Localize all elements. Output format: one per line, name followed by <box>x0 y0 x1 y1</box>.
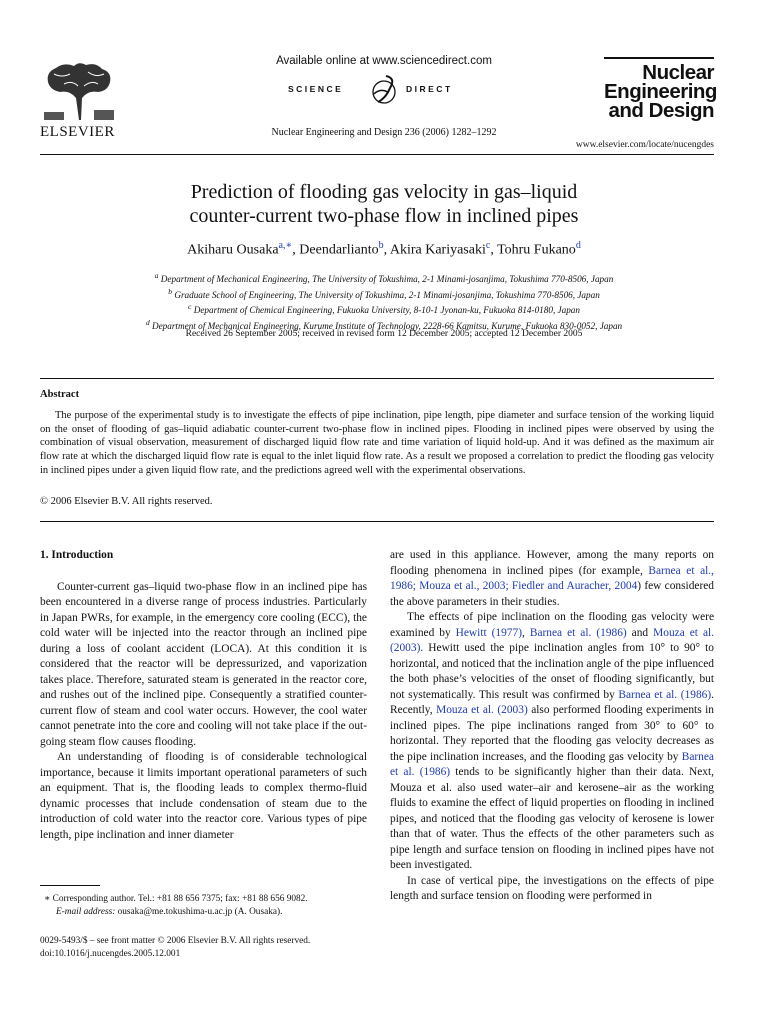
sciencedirect-right: DIRECT <box>406 84 453 94</box>
abstract-heading: Abstract <box>40 389 80 400</box>
abstract-bottom-rule <box>40 521 714 522</box>
author-affiliation-mark[interactable]: c <box>485 240 491 251</box>
journal-url[interactable]: www.elsevier.com/locate/nucengdes <box>575 140 714 150</box>
text-run: , <box>522 626 530 639</box>
footnote-rule <box>40 885 100 886</box>
available-online: Available online at www.sciencedirect.com <box>276 55 492 67</box>
paragraph <box>390 610 714 874</box>
affiliation <box>60 301 708 317</box>
abstract-text: The purpose of the experimental study is to investigate the effects of pipe inclination, pipe length, pipe diameter and surface tension of the working liquid on the onset of flooding of gas–liquid adiabatic counter-current two-phase flow in inclined pipes. Flooding in inclined pipes were observed by using the combination of visual observation, measurement of discharged liquid flow rate and time variation of liquid hold-up. And it was defined as the maximum air flow rate at which the discharged liquid flow rate is equal to the inlet liquid flow rate. As a result we proposed a correlation to predict the flooding gas velocity in inclined pipes under a given liquid flow rate, and the predictions agreed well with the experimental observations. <box>40 410 714 476</box>
text-run: are used in this appliance. However, among the many reports on flooding phenomena in inclined pipes (for example, <box>390 549 714 577</box>
section-heading: 1. Introduction <box>40 549 114 561</box>
citation-link[interactable]: Barnea et al., 1986; Mouza et al., 2003; Fiedler and Auracher, 2004 <box>390 564 714 592</box>
author-affiliation-mark[interactable]: b <box>378 240 384 251</box>
affiliation <box>60 286 708 302</box>
email-label: E-mail address: <box>56 906 116 917</box>
citation-link[interactable]: Mouza et al. (2003) <box>436 704 528 716</box>
front-matter-line: 0029-5493/$ – see front matter © 2006 Elsevier B.V. All rights reserved. <box>40 936 311 946</box>
text-run: . Recently, <box>390 688 714 716</box>
left-column <box>40 548 367 843</box>
author-affiliation-mark[interactable]: d <box>575 240 581 251</box>
citation-link[interactable]: Barnea et al. (1986) <box>390 750 714 778</box>
author-name: Akira Kariyasaki <box>389 242 486 258</box>
text-run: also performed flooding experiments in inclined pipes. The pipe inclinations ranged from 30° to 60° to horizontal. They reported that the flooding gas velocity decreases as the pipe inclination increases, and the flooding gas velocity by <box>390 704 714 763</box>
elsevier-tree-logo <box>40 60 118 122</box>
abstract-top-rule <box>40 378 714 379</box>
doi[interactable]: doi:10.1016/j.nucengdes.2005.12.001 <box>40 948 181 959</box>
email-address[interactable]: ousaka@me.tokushima-u.ac.jp (A. Ousaka). <box>115 906 283 917</box>
footnote-email-line <box>40 906 367 919</box>
sciencedirect-d-icon <box>366 72 402 108</box>
header-rule <box>40 154 714 155</box>
paragraph: In case of vertical pipe, the investigations on the effects of pipe length and surface tension on flooding were performed in <box>390 874 714 902</box>
citation-link[interactable]: Hewitt (1977) <box>455 626 522 639</box>
front-matter <box>40 935 310 960</box>
right-column <box>390 548 714 905</box>
affiliation <box>60 270 708 286</box>
text-run: and <box>626 626 654 639</box>
citation-link[interactable]: Barnea et al. (1986) <box>529 626 627 639</box>
author-affiliation-mark[interactable]: a,∗ <box>278 240 293 251</box>
copyright: © 2006 Elsevier B.V. All rights reserved. <box>40 496 213 507</box>
sciencedirect-logo <box>288 72 480 108</box>
sciencedirect-left: SCIENCE <box>288 84 344 94</box>
paragraph: Counter-current gas–liquid two-phase flow in an inclined pipe has been encountered in a diverse range of process industries. Particularly in Japan PWRs, for example, in the emergency core cooling (ECC), the cold water will be injected into the reactor through an inclined pipe during a loss of coolant accident (LOCA). At this condition it is considered that the reactor will be depressurized, and vaporization takes place. Therefore, saturated steam is generated in the reactor core, and rushes out of the inclined pipe. Consequently a stratified counter-current flow of steam and cool water occurs. However, the cool water cannot penetrate into the core and cooling will not take place if the out-going steam flow causes flooding. <box>40 580 367 748</box>
author-list: Akiharu Ousaka$^{a,∗}$, Deendarlianto$^b$, Akira Kariyasaki$^c$, Tohru Fukano$^d$ <box>187 240 581 258</box>
affiliation-mark: d <box>145 317 150 327</box>
text-run: tends to be significantly higher than their data. Next, Mouza et al. also used water–air and kerosene–air as the working fluids to examine the effect of liquid properties on flooding in inclined pipes, and noticed that the flooding gas velocity of kerosene is lower than that of water. Thus the effects of the other parameters such as pipe length and surface tension on flooding in inclined pipes have not been investigated. <box>390 766 714 871</box>
text-run: ) few considered the above parameters in their studies. <box>390 580 714 608</box>
received-dates: Received 26 September 2005; received in revised form 12 December 2005; accepted 12 December 2005 <box>185 329 583 339</box>
text-run: The effects of pipe inclination on the flooding gas velocity were examined by <box>390 611 714 639</box>
citation-link[interactable]: Mouza et al. (2003) <box>390 626 715 654</box>
affiliation-text: Graduate School of Engineering, The University of Tokushima, 2-1 Minami-josanjima, Tokushima 770-8506, Japan <box>174 289 600 300</box>
citation-link[interactable]: Barnea et al. (1986) <box>618 688 712 701</box>
affiliation-text: Department of Mechanical Engineering, The University of Tokushima, 2-1 Minami-josanjima, Tokushima 770-8506, Japan <box>160 274 614 285</box>
journal-title-block <box>604 57 717 122</box>
article-title: Prediction of flooding gas velocity in gas–liquid counter-current two-phase flow in inclined pipes <box>189 181 579 227</box>
journal-title: Nuclear Engineering and Design <box>604 61 717 122</box>
paragraph <box>390 548 714 610</box>
author-name: Akiharu Ousaka <box>187 242 279 258</box>
affiliation-text: Department of Chemical Engineering, Fukuoka University, 8-10-1 Jyonan-ku, Fukuoka 814-0180, Japan <box>193 305 580 316</box>
text-run: . Hewitt used the pipe inclination angles from 10° to 90° to horizontal, and noticed that the inclination angle of the pipe influenced the both phase’s velocities of the onset of flooding significantly, but not systematically. This result was confirmed by <box>390 642 714 701</box>
affiliation-mark: b <box>168 286 173 296</box>
author-name: Tohru Fukano <box>497 242 576 258</box>
author-name: Deendarlianto <box>299 242 379 258</box>
affiliation-mark: c <box>188 302 192 312</box>
publisher-name: ELSEVIER <box>40 124 115 140</box>
affiliation-mark: a <box>154 271 159 280</box>
affiliations <box>60 270 708 332</box>
paragraph: An understanding of flooding is of considerable technological importance, because it limits important operational parameters of such an equipment. That is, the flooding leads to complex thermo-fluid dynamic processes that include condensation of steam due to the introduction of cold water into the reactor core. Various types of pipe length, pipe inclination and inner diameter <box>40 751 367 841</box>
footnote-line: ∗ Corresponding author. Tel.: +81 88 656 7375; fax: +81 88 656 9082. <box>44 894 308 904</box>
corresponding-author-footnote <box>40 893 367 918</box>
journal-reference: Nuclear Engineering and Design 236 (2006) 1282–1292 <box>271 127 497 138</box>
affiliation-text: Department of Mechanical Engineering, Kurume Institute of Technology, 2228-66 Kamitsu, Kurume, Fukuoka 830-0052, Japan <box>151 320 623 331</box>
